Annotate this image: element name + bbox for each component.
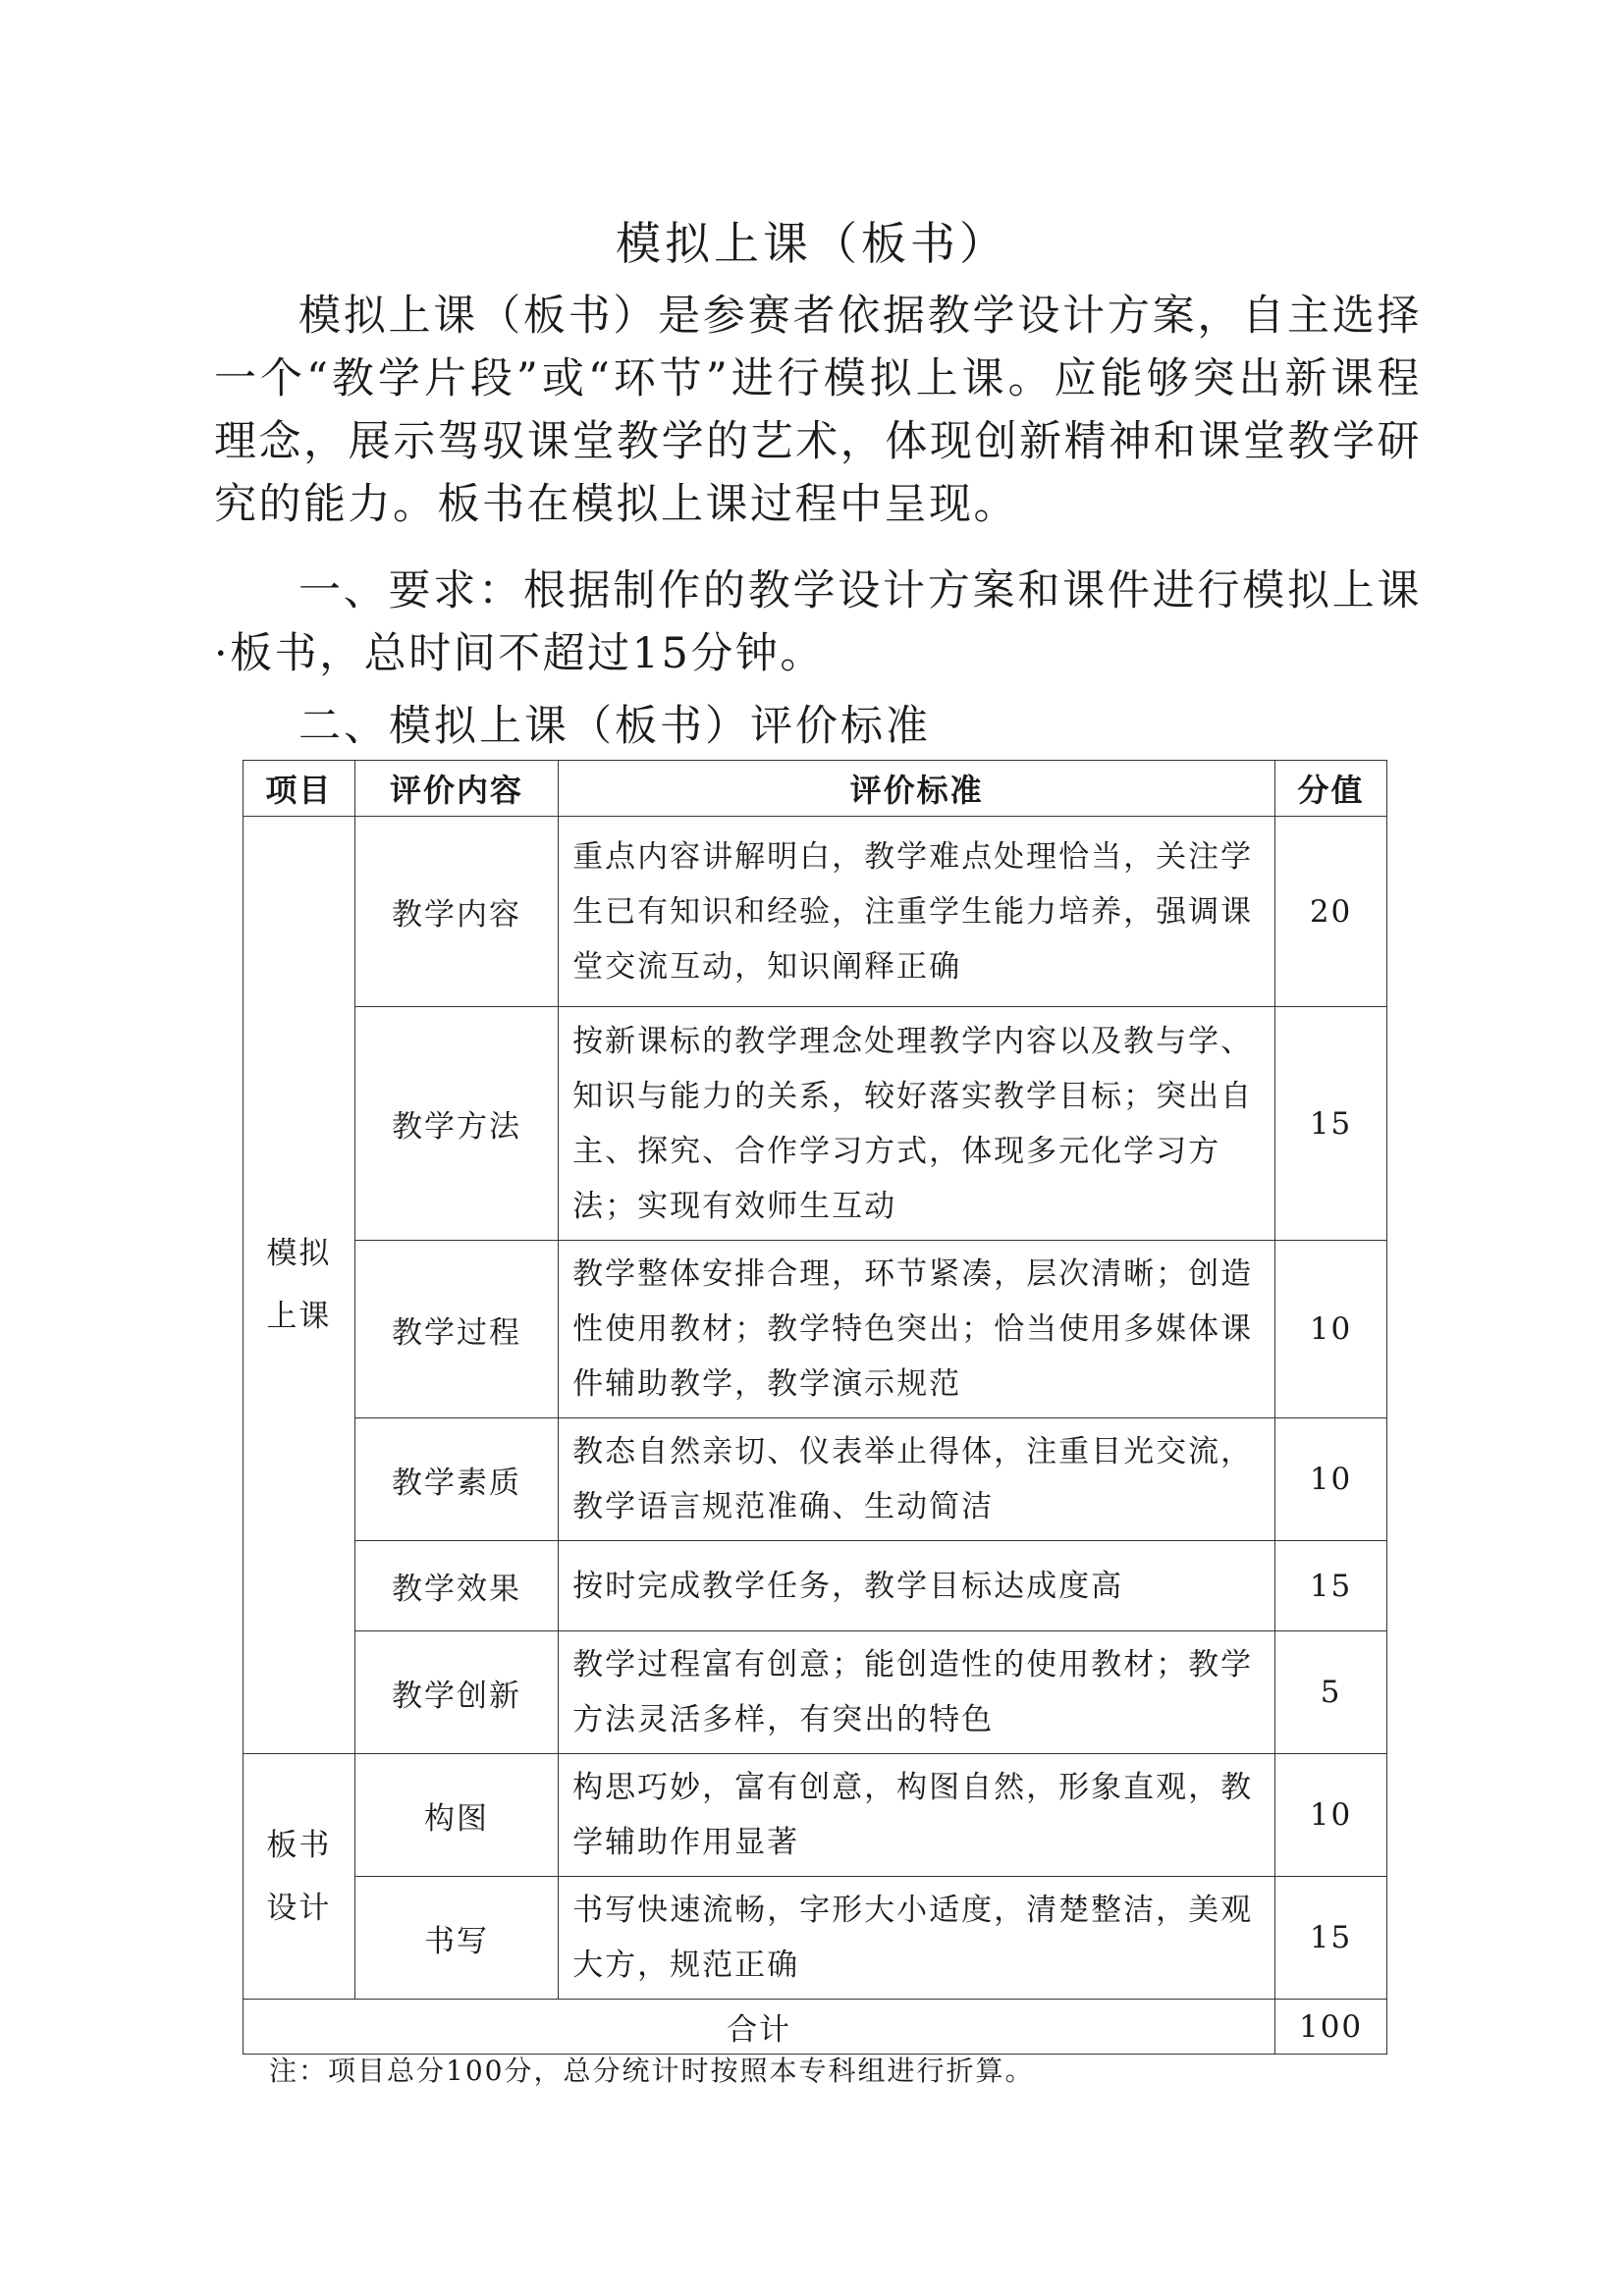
table-row [244,1418,1387,1541]
table-row [244,1631,1387,1754]
table-header-row [244,761,1387,817]
score-cell: 15 [1275,1541,1387,1631]
header-content: 评价内容 [354,761,558,817]
total-label: 合计 [244,2000,1275,2055]
page-title: 模拟上课（板书） [616,217,1008,270]
standard-cell: 教学整体安排合理，环节紧凑，层次清晰；创造性使用教材；教学特色突出；恰当使用多媒体课件辅助教学，教学演示规范 [559,1241,1275,1418]
standard-cell: 教学过程富有创意；能创造性的使用教材；教学方法灵活多样，有突出的特色 [559,1631,1275,1754]
table-row [244,1007,1387,1241]
score-cell: 10 [1275,1418,1387,1541]
table-row [244,817,1387,1007]
header-standard: 评价标准 [559,761,1275,817]
project-label-line: 设计 [266,1890,332,1926]
content-cell: 教学过程 [354,1241,558,1418]
section-heading: 二、模拟上课（板书）评价标准 [298,702,931,751]
score-cell: 20 [1275,817,1387,1007]
table-row [244,1877,1387,2000]
content-cell: 教学内容 [354,817,558,1007]
project-label-line: 模拟 [266,1236,332,1271]
header-project: 项目 [244,761,355,817]
intro-paragraph: 模拟上课（板书）是参赛者依据教学设计方案，自主选择一个“教学片段”或“环节”进行模拟上课。应能够突出新课程理念，展示驾驭课堂教学的艺术，体现创新精神和课堂教学研究的能力。板书在模拟上课过程中呈现。 [214,292,1422,529]
score-cell: 10 [1275,1241,1387,1418]
standard-cell: 重点内容讲解明白，教学难点处理恰当，关注学生已有知识和经验，注重学生能力培养，强调课堂交流互动，知识阐释正确 [559,817,1275,1007]
project-label-line: 上课 [266,1299,332,1334]
score-cell: 5 [1275,1631,1387,1754]
standard-cell: 书写快速流畅，字形大小适度，清楚整洁，美观大方，规范正确 [559,1877,1275,2000]
project-cell [244,1754,355,2000]
footnote: 注：项目总分100分，总分统计时按照本专科组进行折算。 [269,2055,1035,2087]
standard-cell: 教态自然亲切、仪表举止得体，注重目光交流，教学语言规范准确、生动简洁 [559,1418,1275,1541]
content-cell: 构图 [354,1754,558,1877]
requirement-paragraph: 一、要求：根据制作的教学设计方案和课件进行模拟上课·板书，总时间不超过15分钟。 [214,566,1422,678]
header-score: 分值 [1275,761,1387,817]
total-score: 100 [1275,2000,1387,2055]
project-label-line: 板书 [266,1827,332,1863]
standard-cell: 按新课标的教学理念处理教学内容以及教与学、知识与能力的关系，较好落实教学目标；突出自主、探究、合作学习方式，体现多元化学习方法；实现有效师生互动 [559,1007,1275,1241]
content-cell: 教学素质 [354,1418,558,1541]
score-cell: 15 [1275,1877,1387,2000]
score-cell: 15 [1275,1007,1387,1241]
content-cell: 教学效果 [354,1541,558,1631]
table-row [244,1241,1387,1418]
evaluation-table [243,760,1387,2055]
content-cell: 书写 [354,1877,558,2000]
table-row [244,1541,1387,1631]
content-cell: 教学方法 [354,1007,558,1241]
standard-cell: 按时完成教学任务，教学目标达成度高 [559,1541,1275,1631]
table-row [244,1754,1387,1877]
project-cell [244,817,355,1754]
score-cell: 10 [1275,1754,1387,1877]
content-cell: 教学创新 [354,1631,558,1754]
total-row [244,2000,1387,2055]
standard-cell: 构思巧妙，富有创意，构图自然，形象直观，教学辅助作用显著 [559,1754,1275,1877]
